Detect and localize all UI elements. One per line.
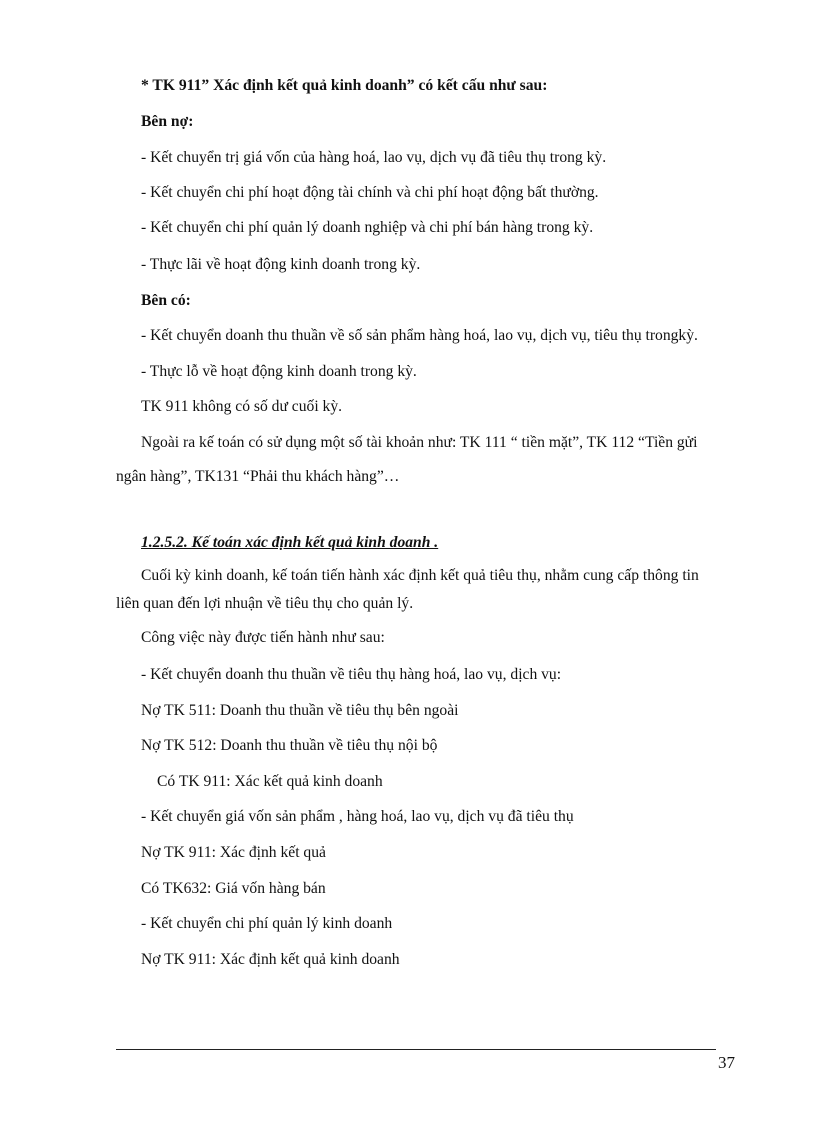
paragraph-line: TK 911 không có số dư cuối kỳ. — [141, 398, 343, 415]
paragraph-line: - Kết chuyển chi phí quản lý kinh doanh — [141, 915, 393, 932]
entry-line: Nợ TK 511: Doanh thu thuần về tiêu thụ bên ngoài — [141, 702, 459, 719]
credit-side-label: Bên có: — [141, 292, 191, 309]
paragraph-line: - Kết chuyển trị giá vốn của hàng hoá, lao vụ, dịch vụ đã tiêu thụ trong kỳ. — [141, 149, 607, 166]
tk911-heading: * TK 911” Xác định kết quả kinh doanh” có kết cấu như sau: — [141, 77, 548, 94]
paragraph-line: - Kết chuyển doanh thu thuần về tiêu thụ hàng hoá, lao vụ, dịch vụ: — [141, 666, 562, 683]
paragraph-line: - Thực lỗ về hoạt động kinh doanh trong kỳ. — [141, 363, 417, 380]
paragraph-line: Ngoài ra kế toán có sử dụng một số tài khoản như: TK 111 “ tiền mặt”, TK 112 “Tiền gửi — [141, 434, 698, 451]
page-number: 37 — [718, 1053, 735, 1072]
entry-line: Nợ TK 911: Xác định kết quả — [141, 844, 326, 861]
paragraph-line: - Thực lãi về hoạt động kinh doanh trong kỳ. — [141, 256, 421, 273]
paragraph-line: ngân hàng”, TK131 “Phải thu khách hàng”… — [116, 468, 400, 485]
paragraph-line: - Kết chuyển chi phí quản lý doanh nghiệp và chi phí bán hàng trong kỳ. — [141, 219, 594, 236]
entry-line: Có TK632: Giá vốn hàng bán — [141, 880, 326, 897]
debit-side-label: Bên nợ: — [141, 113, 194, 130]
paragraph-line: Cuối kỳ kinh doanh, kế toán tiến hành xác định kết quả tiêu thụ, nhằm cung cấp thông tin — [141, 567, 699, 584]
section-heading: 1.2.5.2. Kế toán xác định kết quả kinh doanh . — [141, 534, 439, 551]
paragraph-line: - Kết chuyển giá vốn sản phẩm , hàng hoá, lao vụ, dịch vụ đã tiêu thụ — [141, 808, 574, 825]
entry-line: Có TK 911: Xác kết quả kinh doanh — [157, 773, 383, 790]
paragraph-line: Công việc này được tiến hành như sau: — [141, 629, 385, 646]
paragraph-line: - Kết chuyển chi phí hoạt động tài chính và chi phí hoạt động bất thường. — [141, 184, 599, 201]
entry-line: Nợ TK 911: Xác định kết quả kinh doanh — [141, 951, 400, 968]
footer-rule — [116, 1049, 716, 1050]
entry-line: Nợ TK 512: Doanh thu thuần về tiêu thụ nội bộ — [141, 737, 438, 754]
paragraph-line: liên quan đến lợi nhuận về tiêu thụ cho quản lý. — [116, 595, 414, 612]
paragraph-line: - Kết chuyển doanh thu thuần về số sản phẩm hàng hoá, lao vụ, dịch vụ, tiêu thụ trongkỳ. — [141, 327, 698, 344]
